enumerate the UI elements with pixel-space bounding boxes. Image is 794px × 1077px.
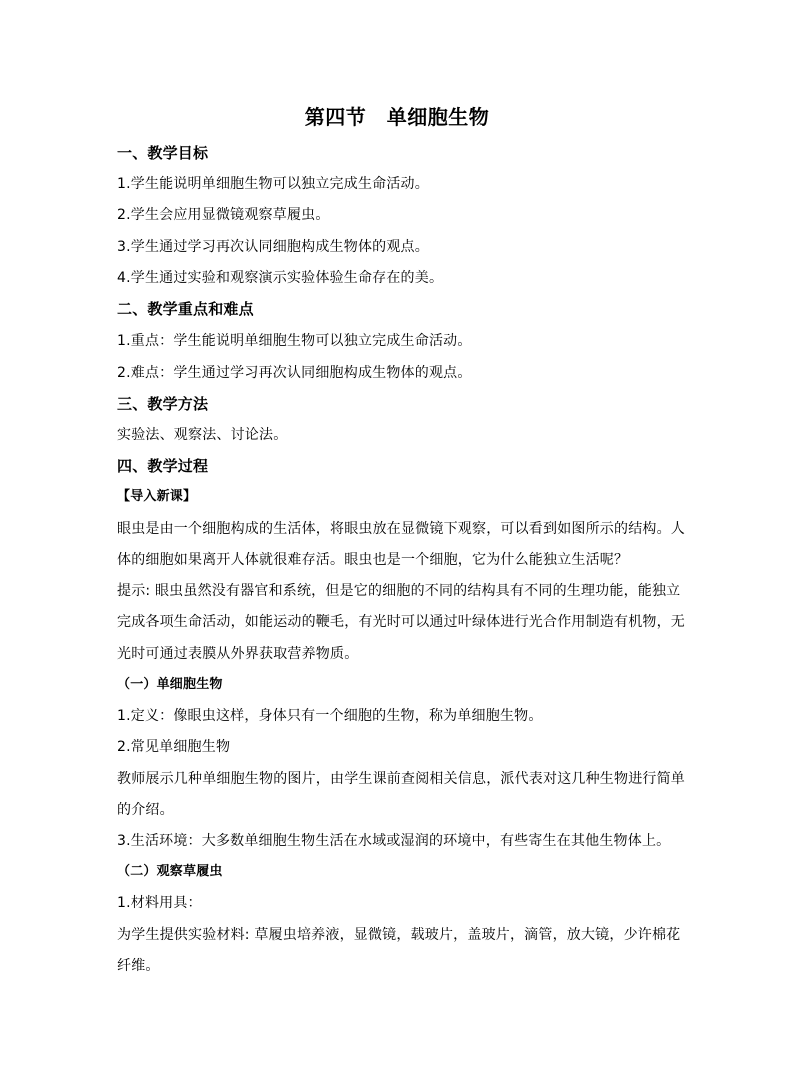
paragraph-line: 的介绍。 — [117, 802, 174, 818]
paragraph-line: 眼虫是由一个细胞构成的生活体，将眼虫放在显微镜下观察，可以看到如图所示的结构。人 — [117, 521, 685, 537]
methods-text: 实验法、观察法、讨论法。 — [117, 427, 288, 443]
document-title: 第四节 单细胞生物 — [304, 105, 490, 129]
objective-item-4: 4.学生通过实验和观察演示实验体验生命存在的美。 — [117, 270, 444, 286]
common-organisms-item: 2.常见单细胞生物 — [117, 739, 231, 755]
materials-heading: 1.材料用具： — [117, 895, 202, 911]
objective-item-3: 3.学生通过学习再次认同细胞构成生物体的观点。 — [117, 239, 429, 255]
paragraph-line: 教师展示几种单细胞生物的图片，由学生课前查阅相关信息，派代表对这几种生物进行简单 — [117, 771, 685, 787]
section-heading-methods: 三、教学方法 — [117, 395, 209, 413]
paragraph-line: 提示: 眼虫虽然没有器官和系统，但是它的细胞的不同的结构具有不同的生理功能，能独立 — [117, 583, 681, 599]
paragraph-line: 体的细胞如果离开人体就很难存活。眼虫也是一个细胞，它为什么能独立生活呢？ — [117, 552, 629, 568]
subheading-observe-paramecium: （二）观察草履虫 — [117, 864, 223, 879]
subheading-single-cell-organisms: （一）单细胞生物 — [117, 677, 223, 692]
section-heading-key-points: 二、教学重点和难点 — [117, 300, 254, 318]
section-heading-process: 四、教学过程 — [117, 457, 209, 475]
paragraph-line: 纤维。 — [117, 958, 160, 974]
paragraph-line: 光时可通过表膜从外界获取营养物质。 — [117, 646, 359, 662]
definition-item: 1.定义：像眼虫这样，身体只有一个细胞的生物，称为单细胞生物。 — [117, 708, 543, 724]
environment-item: 3.生活环境：大多数单细胞生物生活在水域或湿润的环境中，有些寄生在其他生物体上。 — [117, 833, 671, 849]
paragraph-line: 完成各项生命活动，如能运动的鞭毛，有光时可以通过叶绿体进行光合作用制造有机物，无 — [117, 614, 685, 630]
objective-item-2: 2.学生会应用显微镜观察草履虫。 — [117, 207, 330, 223]
paragraph-line: 为学生提供实验材料: 草履虫培养液，显微镜，载玻片，盖玻片，滴管，放大镜，少许棉花 — [117, 927, 681, 943]
subheading-introduction: 【导入新课】 — [117, 489, 197, 504]
section-heading-objectives: 一、教学目标 — [117, 144, 209, 162]
objective-item-1: 1.学生能说明单细胞生物可以独立完成生命活动。 — [117, 176, 429, 192]
key-point-item: 1.重点：学生能说明单细胞生物可以独立完成生命活动。 — [117, 333, 472, 349]
difficulty-item: 2.难点：学生通过学习再次认同细胞构成生物体的观点。 — [117, 365, 472, 381]
